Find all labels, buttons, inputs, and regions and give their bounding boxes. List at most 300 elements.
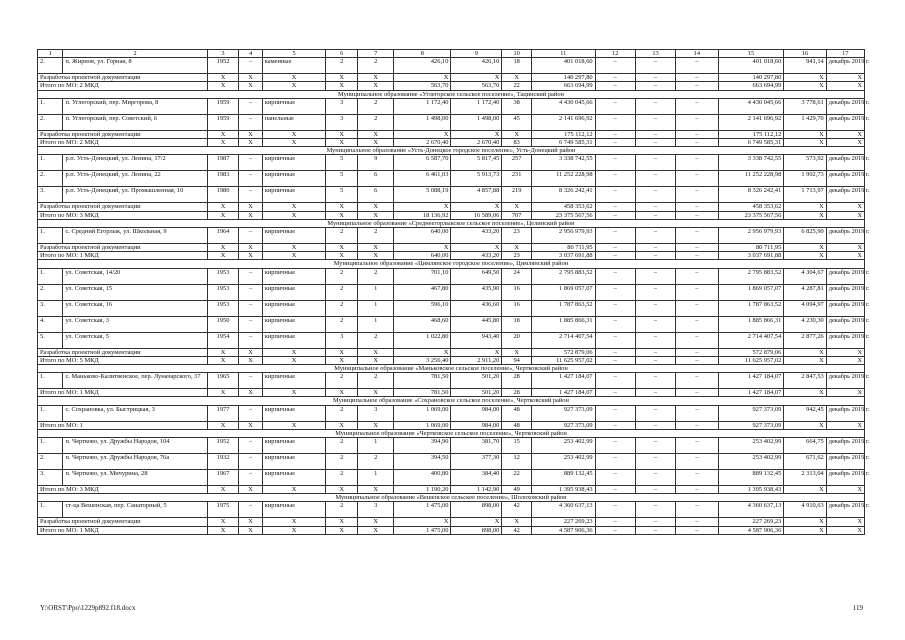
table-cell: 1 885 866,31 xyxy=(718,316,784,332)
summary-cell: X xyxy=(784,130,826,138)
table-row xyxy=(38,470,865,486)
address-cell: ул. Советская, 5 xyxy=(63,332,207,348)
table-cell: 927 373,09 xyxy=(532,405,596,421)
summary-cell: X xyxy=(326,518,358,526)
summary-cell: X xyxy=(784,82,826,90)
address-cell: р.п. Усть-Донецкий, ул. Промышленная, 10 xyxy=(63,187,207,203)
table-cell: 2 xyxy=(326,373,358,389)
table-cell: 8 326 242,41 xyxy=(718,187,784,203)
summary-cell: X xyxy=(207,203,239,211)
summary-cell: X xyxy=(207,421,239,429)
summary-cell: X xyxy=(262,486,326,494)
table-cell: 1. xyxy=(38,373,63,389)
table-cell: 3. xyxy=(38,300,63,316)
address-cell: с. Сохрановка, ул. Быстрицкая, 3 xyxy=(63,405,207,421)
table-row xyxy=(38,438,865,454)
summary-cell: X xyxy=(502,130,532,138)
summary-cell: 4 587 906,36 xyxy=(718,526,784,534)
table-cell: – xyxy=(635,171,675,187)
table-cell: – xyxy=(595,438,635,454)
table-cell: – xyxy=(676,187,718,203)
summary-cell: – xyxy=(635,130,675,138)
table-row xyxy=(38,454,865,470)
table-cell: 6 825,90 xyxy=(784,228,826,244)
column-number: 7 xyxy=(358,50,394,58)
summary-cell: X xyxy=(784,252,826,260)
table-cell: 22 xyxy=(502,470,532,486)
table-cell: – xyxy=(635,454,675,470)
summary-cell: X xyxy=(784,486,826,494)
summary-cell: X xyxy=(394,74,451,82)
table-cell: – xyxy=(676,268,718,284)
table-cell: декабрь 2019 г. xyxy=(826,454,864,470)
summary-cell: – xyxy=(595,244,635,252)
table-cell: кирпичные xyxy=(262,284,326,300)
table-cell: 468,60 xyxy=(394,316,451,332)
summary-cell: X xyxy=(358,526,394,534)
summary-cell: 28 xyxy=(502,389,532,397)
summary-cell: X xyxy=(358,252,394,260)
summary-cell: X xyxy=(239,389,262,397)
table-cell: 401 018,60 xyxy=(718,58,784,74)
table-cell: 1 713,97 xyxy=(784,187,826,203)
table-cell: 2. xyxy=(38,114,63,130)
summary-cell: 16 589,06 xyxy=(451,211,502,219)
table-cell: – xyxy=(635,373,675,389)
table-cell: декабрь 2019 г. xyxy=(826,438,864,454)
table-cell: – xyxy=(676,438,718,454)
column-number: 17 xyxy=(826,50,864,58)
summary-label: Итого по МО: 1 МКД xyxy=(38,389,208,397)
summary-cell: – xyxy=(635,518,675,526)
summary-cell: – xyxy=(635,74,675,82)
table-cell: – xyxy=(595,187,635,203)
summary-cell: X xyxy=(239,139,262,147)
summary-label: Разработка проектной документации xyxy=(38,203,208,211)
summary-row xyxy=(38,421,865,429)
summary-cell: X xyxy=(502,518,532,526)
summary-cell: X xyxy=(207,348,239,356)
table-cell: каменные xyxy=(262,58,326,74)
summary-cell: X xyxy=(826,203,864,211)
summary-cell: 1 069,00 xyxy=(394,421,451,429)
table-cell: 4 360 637,13 xyxy=(718,502,784,518)
municipality-row xyxy=(38,260,865,268)
table-cell: 1. xyxy=(38,405,63,421)
summary-cell: – xyxy=(676,211,718,219)
summary-row xyxy=(38,244,865,252)
summary-cell: 140 297,80 xyxy=(718,74,784,82)
summary-cell: X xyxy=(262,348,326,356)
table-cell: 28 xyxy=(502,373,532,389)
column-number: 15 xyxy=(718,50,784,58)
summary-cell: X xyxy=(207,356,239,364)
table-cell: 3 xyxy=(358,405,394,421)
summary-cell: 1 475,00 xyxy=(394,526,451,534)
table-cell: 3 xyxy=(358,502,394,518)
table-cell: 2 xyxy=(326,470,358,486)
table-cell: – xyxy=(239,332,262,348)
column-number: 3 xyxy=(207,50,239,58)
table-cell: – xyxy=(595,284,635,300)
summary-cell: X xyxy=(326,421,358,429)
table-cell: 596,10 xyxy=(394,300,451,316)
summary-cell: 83 xyxy=(502,139,532,147)
summary-cell: X xyxy=(207,526,239,534)
summary-cell: – xyxy=(676,389,718,397)
summary-cell: 663 694,99 xyxy=(718,82,784,90)
table-cell: 1 xyxy=(358,316,394,332)
table-cell: – xyxy=(676,316,718,332)
summary-label: Итого по МО: 5 МКД xyxy=(38,356,208,364)
table-cell: 2 xyxy=(326,58,358,74)
table-cell: 426,10 xyxy=(394,58,451,74)
table-cell: 1 498,00 xyxy=(451,114,502,130)
summary-cell: X xyxy=(262,130,326,138)
summary-cell: – xyxy=(635,389,675,397)
table-cell: 2 xyxy=(358,98,394,114)
summary-cell: – xyxy=(676,82,718,90)
table-cell: декабрь 2019 г. xyxy=(826,228,864,244)
table-cell: – xyxy=(239,454,262,470)
summary-cell: – xyxy=(595,130,635,138)
summary-cell: X xyxy=(784,244,826,252)
table-cell: 2 141 696,92 xyxy=(718,114,784,130)
summary-cell: X xyxy=(207,518,239,526)
summary-cell: X xyxy=(239,421,262,429)
address-cell: п. Углегорский, пер. Миргорова, 8 xyxy=(63,98,207,114)
summary-cell: X xyxy=(326,252,358,260)
table-cell: 664,75 xyxy=(784,438,826,454)
summary-cell: – xyxy=(676,244,718,252)
table-cell: 942,45 xyxy=(784,405,826,421)
address-cell: с. Средний Егорлык, ул. Школьная, 9 xyxy=(63,228,207,244)
table-cell: 943,40 xyxy=(451,332,502,348)
summary-cell: X xyxy=(358,348,394,356)
table-cell: кирпичные xyxy=(262,300,326,316)
table-cell: – xyxy=(676,300,718,316)
table-cell: 8 326 242,41 xyxy=(532,187,596,203)
table-cell: – xyxy=(676,171,718,187)
table-cell: 253 402,99 xyxy=(718,454,784,470)
summary-cell: – xyxy=(676,421,718,429)
table-cell: 2 714 407,54 xyxy=(718,332,784,348)
table-cell: – xyxy=(635,114,675,130)
summary-cell: – xyxy=(635,139,675,147)
summary-cell: X xyxy=(358,244,394,252)
summary-cell: X xyxy=(207,244,239,252)
table-cell: 16 xyxy=(502,284,532,300)
table-cell: 1967 xyxy=(207,470,239,486)
summary-cell: – xyxy=(676,130,718,138)
table-cell: 1959 xyxy=(207,98,239,114)
table-cell: 1 172,40 xyxy=(394,98,451,114)
table-cell: декабрь 2019 г. xyxy=(826,268,864,284)
table-cell: декабрь 2019 г. xyxy=(826,171,864,187)
summary-cell: X xyxy=(239,518,262,526)
summary-cell: 927 373,09 xyxy=(532,421,596,429)
table-cell: 436,60 xyxy=(451,300,502,316)
summary-cell: X xyxy=(784,211,826,219)
summary-cell: 23 375 567,56 xyxy=(532,211,596,219)
table-cell: – xyxy=(635,438,675,454)
summary-cell: 563,70 xyxy=(451,82,502,90)
table-cell: 3 xyxy=(326,98,358,114)
address-cell: п. Углегорский, пер. Советский, 6 xyxy=(63,114,207,130)
table-cell: 253 402,99 xyxy=(532,438,596,454)
table-cell: – xyxy=(239,98,262,114)
table-cell: 2 xyxy=(358,454,394,470)
table-cell: 2 xyxy=(358,114,394,130)
table-cell: 1. xyxy=(38,228,63,244)
table-cell: – xyxy=(595,155,635,171)
table-cell: 48 xyxy=(502,405,532,421)
table-row xyxy=(38,171,865,187)
summary-cell: X xyxy=(326,82,358,90)
municipality-row xyxy=(38,219,865,227)
table-cell: кирпичные xyxy=(262,405,326,421)
table-cell: 1 172,40 xyxy=(451,98,502,114)
summary-row xyxy=(38,130,865,138)
table-cell: 38 xyxy=(502,98,532,114)
table-cell: 1965 xyxy=(207,373,239,389)
summary-cell: – xyxy=(676,74,718,82)
summary-cell: – xyxy=(595,421,635,429)
table-cell: 394,90 xyxy=(394,438,451,454)
summary-cell: – xyxy=(676,518,718,526)
table-cell: декабрь 2019 г. xyxy=(826,155,864,171)
summary-cell: 2 911,20 xyxy=(451,356,502,364)
table-cell: 1. xyxy=(38,502,63,518)
table-cell: декабрь 2019 г. xyxy=(826,300,864,316)
table-cell: 4 857,88 xyxy=(451,187,502,203)
summary-cell: 572 879,06 xyxy=(718,348,784,356)
table-cell: 2 141 696,92 xyxy=(532,114,596,130)
summary-cell: X xyxy=(239,252,262,260)
table-cell: 1 498,00 xyxy=(394,114,451,130)
column-number: 12 xyxy=(595,50,635,58)
table-cell: 1932 xyxy=(207,454,239,470)
table-cell: 3 338 742,55 xyxy=(532,155,596,171)
table-cell: 2 877,26 xyxy=(784,332,826,348)
table-cell: 1964 xyxy=(207,228,239,244)
table-cell: 5 913,73 xyxy=(451,171,502,187)
table-row xyxy=(38,187,865,203)
table-cell: 2 795 883,52 xyxy=(718,268,784,284)
summary-cell: X xyxy=(826,139,864,147)
address-cell: р.п. Усть-Донецкий, ул. Ленина, 17/2 xyxy=(63,155,207,171)
table-cell: – xyxy=(239,187,262,203)
summary-cell: X xyxy=(826,211,864,219)
summary-cell: X xyxy=(207,389,239,397)
summary-cell: X xyxy=(358,82,394,90)
table-cell: 1. xyxy=(38,268,63,284)
table-cell: 781,50 xyxy=(394,373,451,389)
table-cell: 12 xyxy=(502,454,532,470)
table-cell: 2. xyxy=(38,58,63,74)
summary-cell: X xyxy=(502,348,532,356)
table-cell: 1 475,00 xyxy=(394,502,451,518)
summary-cell: X xyxy=(326,74,358,82)
table-row xyxy=(38,373,865,389)
column-number: 14 xyxy=(676,50,718,58)
summary-cell: X xyxy=(239,356,262,364)
summary-cell: 458 353,62 xyxy=(718,203,784,211)
municipality-row xyxy=(38,397,865,405)
summary-cell: 6 749 585,31 xyxy=(718,139,784,147)
summary-cell: X xyxy=(262,518,326,526)
summary-row xyxy=(38,518,865,526)
table-cell: 3. xyxy=(38,187,63,203)
summary-cell: X xyxy=(358,421,394,429)
municipality-title: Муниципальное образование «Усть-Донецкое городское поселение», Усть-Донецкий район xyxy=(38,147,865,155)
table-cell: 1953 xyxy=(207,284,239,300)
table-cell: – xyxy=(595,268,635,284)
summary-row xyxy=(38,356,865,364)
table-cell: – xyxy=(239,438,262,454)
table-cell: – xyxy=(635,332,675,348)
address-cell: ул. Советская, 3 xyxy=(63,316,207,332)
summary-label: Итого по МО: 2 МКД xyxy=(38,139,208,147)
column-number: 5 xyxy=(262,50,326,58)
table-cell: 2 xyxy=(358,373,394,389)
summary-cell: X xyxy=(394,348,451,356)
table-cell: панельные xyxy=(262,114,326,130)
summary-cell: X xyxy=(207,82,239,90)
summary-label: Разработка проектной документации xyxy=(38,348,208,356)
summary-cell: X xyxy=(326,356,358,364)
summary-label: Итого по МО: 1 МКД xyxy=(38,526,208,534)
table-cell: 5 xyxy=(326,155,358,171)
table-cell: 6 xyxy=(358,171,394,187)
summary-cell: X xyxy=(784,348,826,356)
table-cell: декабрь 2019 г. xyxy=(826,405,864,421)
table-cell: – xyxy=(239,470,262,486)
table-cell: кирпичные xyxy=(262,228,326,244)
table-cell: 5 817,45 xyxy=(451,155,502,171)
table-cell: 219 xyxy=(502,187,532,203)
summary-row xyxy=(38,526,865,534)
table-cell: 1952 xyxy=(207,438,239,454)
table-cell: 1 xyxy=(358,284,394,300)
table-cell: 1 869 057,07 xyxy=(718,284,784,300)
municipality-title: Муниципальное образование «Вешенское сельское поселение», Шолоховский район xyxy=(38,494,865,502)
table-cell: 257 xyxy=(502,155,532,171)
column-number: 10 xyxy=(502,50,532,58)
summary-cell: X xyxy=(239,526,262,534)
summary-cell: 175 112,12 xyxy=(718,130,784,138)
table-cell: декабрь 2019 г. xyxy=(826,373,864,389)
summary-cell: X xyxy=(326,211,358,219)
table-cell: – xyxy=(635,284,675,300)
summary-cell: X xyxy=(784,421,826,429)
table-cell: – xyxy=(595,171,635,187)
table-cell: – xyxy=(239,502,262,518)
summary-label: Итого по МО: 1 МКД xyxy=(38,252,208,260)
table-cell: 1 xyxy=(358,438,394,454)
summary-cell: X xyxy=(826,252,864,260)
table-cell: 1 429,70 xyxy=(784,114,826,130)
table-cell: 231 xyxy=(502,171,532,187)
address-cell: п. Чертково, ул. Дружбы Народов, 104 xyxy=(63,438,207,454)
table-cell: декабрь 2019 г. xyxy=(826,58,864,74)
table-cell: декабрь 2019 г. xyxy=(826,332,864,348)
address-cell: ул. Советская, 14/20 xyxy=(63,268,207,284)
summary-cell: X xyxy=(207,74,239,82)
column-number: 9 xyxy=(451,50,502,58)
summary-cell: – xyxy=(676,356,718,364)
summary-cell: – xyxy=(595,518,635,526)
summary-cell: 80 711,95 xyxy=(718,244,784,252)
table-cell: 4 287,81 xyxy=(784,284,826,300)
table-cell: 4 910,63 xyxy=(784,502,826,518)
table-cell: – xyxy=(676,228,718,244)
summary-cell: 984,00 xyxy=(451,421,502,429)
summary-cell: X xyxy=(784,518,826,526)
summary-cell: 3 037 691,88 xyxy=(532,252,596,260)
table-cell: 2 xyxy=(358,58,394,74)
table-cell: – xyxy=(595,454,635,470)
summary-cell: X xyxy=(358,74,394,82)
table-cell: 377,30 xyxy=(451,454,502,470)
table-row xyxy=(38,332,865,348)
summary-cell: X xyxy=(826,356,864,364)
table-cell: 640,00 xyxy=(394,228,451,244)
table-cell: 1954 xyxy=(207,332,239,348)
table-cell: – xyxy=(595,98,635,114)
summary-cell: X xyxy=(262,389,326,397)
table-cell: 2 847,53 xyxy=(784,373,826,389)
summary-cell: X xyxy=(394,518,451,526)
summary-cell: 2 670,40 xyxy=(394,139,451,147)
summary-cell: X xyxy=(826,130,864,138)
table-cell: 2 xyxy=(326,316,358,332)
summary-cell: – xyxy=(676,203,718,211)
table-cell: 433,20 xyxy=(451,228,502,244)
summary-cell: X xyxy=(326,203,358,211)
municipality-title: Муниципальное образование «Углегорское сельское поселение», Тацинский район xyxy=(38,90,865,98)
summary-cell: 1 142,90 xyxy=(451,486,502,494)
table-cell: – xyxy=(595,300,635,316)
table-cell: 3 778,61 xyxy=(784,98,826,114)
summary-cell: X xyxy=(326,389,358,397)
table-cell: 381,70 xyxy=(451,438,502,454)
summary-cell: X xyxy=(239,244,262,252)
summary-cell: – xyxy=(595,82,635,90)
summary-cell: X xyxy=(826,244,864,252)
summary-cell: – xyxy=(676,139,718,147)
summary-cell: X xyxy=(394,130,451,138)
summary-cell: X xyxy=(207,139,239,147)
summary-label: Итого по МО: 3 МКД xyxy=(38,486,208,494)
column-number: 16 xyxy=(784,50,826,58)
summary-label: Разработка проектной документации xyxy=(38,130,208,138)
summary-cell: X xyxy=(207,211,239,219)
table-cell: 3 338 742,55 xyxy=(718,155,784,171)
table-cell: 1 427 184,07 xyxy=(718,373,784,389)
summary-cell: 781,50 xyxy=(394,389,451,397)
table-cell: 2 956 979,93 xyxy=(718,228,784,244)
table-cell: – xyxy=(239,58,262,74)
table-cell: – xyxy=(676,373,718,389)
summary-cell: – xyxy=(635,252,675,260)
table-cell: 4 430 045,66 xyxy=(532,98,596,114)
summary-cell: – xyxy=(635,203,675,211)
table-cell: – xyxy=(676,502,718,518)
table-cell: – xyxy=(239,155,262,171)
table-cell: 1953 xyxy=(207,300,239,316)
table-cell: – xyxy=(635,187,675,203)
